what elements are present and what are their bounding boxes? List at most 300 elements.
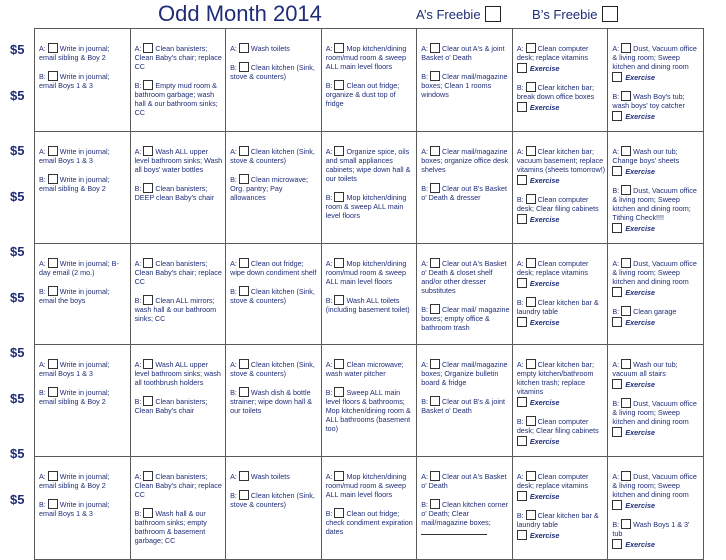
chore-task [135, 508, 224, 545]
exercise-checkbox[interactable] [612, 111, 622, 121]
day-cell [35, 345, 131, 457]
task-owner-label: B: [325, 81, 333, 90]
task-checkbox[interactable] [334, 387, 344, 397]
task-checkbox[interactable] [430, 258, 440, 268]
task-text: Mop kitchen/dining room/mud room & sweep ALL main level floors [325, 44, 407, 71]
task-owner-label: B: [421, 305, 429, 314]
chore-task [39, 174, 128, 193]
exercise-checkbox[interactable] [612, 72, 622, 82]
task-checkbox[interactable] [334, 146, 344, 156]
task-owner-label: B: [39, 388, 46, 397]
chore-task [326, 80, 415, 108]
task-owner-label: A: [516, 259, 524, 268]
task-owner-label: B: [516, 83, 524, 92]
task-checkbox[interactable] [526, 416, 536, 426]
amount-label: $5 [10, 189, 25, 204]
chore-task [326, 146, 415, 183]
task-text: Organize spice, oils and small appliances cabinets; wipe down hall & our toilets [325, 147, 411, 183]
task-checkbox[interactable] [239, 490, 249, 500]
task-checkbox[interactable] [430, 471, 440, 481]
task-owner-label: B: [230, 388, 237, 397]
exercise-label: Exercise [625, 224, 655, 233]
chore-task [230, 258, 319, 277]
task-checkbox[interactable] [621, 471, 631, 481]
day-cell [608, 457, 704, 560]
chore-task [326, 192, 415, 220]
task-text: Clear mail/magazine boxes; Organize bulletin board & fridge [421, 360, 508, 387]
task-owner-label: A: [39, 44, 46, 53]
task-text: Clean computer desk; Clear filing cabinets [516, 195, 599, 213]
task-owner-label: A: [134, 44, 142, 53]
task-text: Mop kitchen/dining room/mud room & sweep ALL main level floors [325, 259, 407, 286]
chore-task [230, 490, 319, 509]
chore-task [517, 43, 606, 73]
task-checkbox[interactable] [239, 62, 249, 72]
task-checkbox[interactable] [334, 80, 344, 90]
task-owner-label: B: [516, 195, 524, 204]
task-checkbox[interactable] [143, 258, 153, 268]
exercise-item [612, 111, 701, 121]
task-owner-label: B: [325, 388, 333, 397]
task-checkbox[interactable] [239, 43, 249, 53]
exercise-label: Exercise [625, 318, 655, 327]
freebie-b-checkbox[interactable] [602, 6, 618, 22]
day-cell [512, 244, 608, 345]
task-checkbox[interactable] [239, 359, 249, 369]
task-checkbox[interactable] [48, 499, 58, 509]
chore-task [612, 258, 701, 297]
task-text: Clean out fridge; organize & dust top of fridge [325, 81, 400, 108]
task-text: Clean computer desk; replace vitamins [516, 259, 589, 277]
task-checkbox[interactable] [143, 295, 153, 305]
exercise-checkbox[interactable] [612, 379, 622, 389]
task-text: Clear kitchen bar; vacuum basement; replace vitamins (sheets tomorrow!) [516, 147, 606, 174]
task-owner-label: A: [325, 360, 333, 369]
task-text: Clean banisters; Clean Baby's chair; replace CC [134, 472, 222, 499]
task-checkbox[interactable] [239, 471, 249, 481]
chore-task [517, 258, 606, 288]
exercise-checkbox[interactable] [612, 317, 622, 327]
week-row [35, 457, 704, 560]
exercise-item [612, 166, 701, 176]
task-text: Write in journal; email sibling & Boy 2 [39, 44, 110, 62]
task-owner-label: A: [230, 259, 237, 268]
freebie-a [416, 6, 501, 23]
exercise-label: Exercise [529, 279, 560, 288]
task-text: Clear mail/magazine boxes; organize office desk shelves [421, 147, 509, 174]
task-owner-label: B: [39, 175, 46, 184]
amount-label: $5 [10, 492, 25, 507]
task-text: Wash hall & our bathroom sinks; empty bathroom & basement garbage; CC [134, 509, 207, 545]
exercise-item [517, 530, 606, 540]
chore-task [135, 43, 224, 71]
exercise-label: Exercise [625, 380, 655, 389]
exercise-checkbox[interactable] [612, 427, 622, 437]
header [0, 0, 726, 28]
task-owner-label: B: [421, 72, 429, 81]
task-text: Clean kitchen (Sink, stove & counters) [230, 491, 315, 509]
task-checkbox[interactable] [334, 359, 344, 369]
task-text: Clean banisters; Clean Baby's chair; replace CC [134, 44, 222, 71]
task-checkbox[interactable] [334, 295, 344, 305]
chore-task [230, 43, 319, 53]
day-cell [226, 457, 322, 560]
task-text: Clean ALL mirrors; wash hall & our bathroom sinks; CC [134, 296, 217, 323]
task-checkbox[interactable] [526, 43, 536, 53]
task-owner-label: B: [134, 397, 142, 406]
exercise-checkbox[interactable] [612, 500, 622, 510]
chore-calendar [34, 28, 704, 560]
chore-task [612, 398, 701, 437]
task-owner-label: A: [39, 472, 46, 481]
task-checkbox[interactable] [621, 359, 631, 369]
exercise-label: Exercise [529, 531, 560, 540]
chore-task [135, 295, 224, 323]
exercise-item [612, 379, 701, 389]
task-checkbox[interactable] [621, 146, 631, 156]
task-text: Mop kitchen/dining room/mud room & sweep ALL main level floors [325, 472, 407, 499]
task-text: Clean kitchen (Sink, stove & counters) [230, 360, 315, 378]
chore-task [39, 471, 128, 490]
task-text: Empty mud room & bathroom garbage; wash hall & our bathroom sinks; CC [134, 81, 218, 117]
amount-column [0, 28, 34, 533]
task-owner-label: B: [134, 184, 142, 193]
task-owner-label: B: [39, 500, 46, 509]
task-checkbox[interactable] [430, 71, 440, 81]
task-text: Clear out B's Basket o' Death & dresser [421, 184, 507, 202]
task-owner-label: A: [134, 472, 142, 481]
chore-task [421, 183, 510, 202]
task-text: Dust, Vacuum office & living room; Sweep kitchen and dining room [612, 399, 697, 426]
exercise-checkbox[interactable] [517, 397, 527, 407]
task-text: Write in journal; email sibling & Boy 2 [39, 175, 110, 193]
task-text: Clean kitchen corner o' Death; Clear mail/magazine boxes; [421, 500, 508, 527]
chore-task [326, 258, 415, 286]
task-owner-label: A: [230, 360, 237, 369]
task-text: Clean computer desk; Clear filing cabinets [516, 417, 599, 435]
exercise-checkbox[interactable] [612, 166, 622, 176]
task-checkbox[interactable] [334, 192, 344, 202]
task-text: Dust, Vacuum office & living room; Sweep kitchen and dining room; Tithing Check!!!! [612, 186, 697, 222]
amount-label: $5 [10, 42, 25, 57]
task-owner-label: A: [134, 259, 142, 268]
task-owner-label: B: [134, 296, 142, 305]
task-text: Dust, Vacuum office & living room; Sweep kitchen and dining room [612, 44, 697, 71]
chore-task [326, 471, 415, 499]
task-checkbox[interactable] [239, 387, 249, 397]
chore-task [421, 258, 510, 295]
exercise-label: Exercise [529, 318, 560, 327]
exercise-checkbox[interactable] [517, 102, 527, 112]
task-checkbox[interactable] [48, 471, 58, 481]
day-cell [512, 29, 608, 132]
task-text: Wash ALL upper level bathroom sinks; wash all toothbrush holders [134, 360, 221, 387]
task-checkbox[interactable] [48, 43, 58, 53]
task-checkbox[interactable] [430, 396, 440, 406]
chore-task [39, 71, 128, 90]
chore-task [39, 43, 128, 62]
day-cell [321, 457, 417, 560]
exercise-label: Exercise [625, 167, 655, 176]
task-owner-label: A: [421, 472, 429, 481]
task-text: Wash our tub; vacuum all stairs [612, 360, 678, 378]
task-owner-label: A: [516, 147, 524, 156]
chore-task [517, 146, 606, 185]
task-checkbox[interactable] [526, 194, 536, 204]
task-owner-label: A: [421, 259, 429, 268]
exercise-label: Exercise [529, 64, 560, 73]
exercise-label: Exercise [529, 437, 560, 446]
exercise-checkbox[interactable] [517, 491, 527, 501]
task-checkbox[interactable] [621, 43, 631, 53]
task-checkbox[interactable] [430, 304, 440, 314]
task-checkbox[interactable] [143, 146, 153, 156]
task-text: Write in journal; email Boys 1 & 3 [39, 147, 110, 165]
task-owner-label: A: [39, 259, 46, 268]
exercise-checkbox[interactable] [612, 287, 622, 297]
task-checkbox[interactable] [143, 80, 153, 90]
task-owner-label: B: [612, 520, 620, 529]
task-checkbox[interactable] [334, 43, 344, 53]
task-owner-label: B: [325, 296, 333, 305]
task-checkbox[interactable] [239, 174, 249, 184]
task-checkbox[interactable] [526, 510, 536, 520]
task-checkbox[interactable] [621, 519, 631, 529]
task-text: Dust, Vacuum office & living room; Sweep kitchen and dining room [612, 259, 697, 286]
exercise-checkbox[interactable] [517, 530, 527, 540]
chore-task [517, 510, 606, 540]
exercise-item [517, 491, 606, 501]
task-checkbox[interactable] [621, 306, 631, 316]
chore-task [612, 359, 701, 389]
task-checkbox[interactable] [526, 471, 536, 481]
day-cell [512, 132, 608, 244]
task-text: Clean computer desk; replace vitamins [516, 472, 589, 490]
chore-task [39, 387, 128, 406]
task-checkbox[interactable] [143, 183, 153, 193]
exercise-item [517, 436, 606, 446]
task-text: Clear kitchen bar & laundry table [516, 511, 599, 529]
exercise-label: Exercise [625, 501, 655, 510]
task-checkbox[interactable] [430, 359, 440, 369]
task-owner-label: A: [516, 360, 524, 369]
chore-task [612, 306, 701, 327]
exercise-checkbox[interactable] [517, 436, 527, 446]
task-text: Dust, Vacuum office & living room; Sweep kitchen and dining room [612, 472, 697, 499]
task-owner-label: A: [612, 44, 620, 53]
exercise-item [612, 500, 701, 510]
task-owner-label: B: [421, 397, 429, 406]
task-owner-label: B: [612, 186, 620, 195]
task-owner-label: A: [325, 259, 333, 268]
chore-task [39, 146, 128, 165]
chore-task [421, 471, 510, 490]
task-text: Write in journal; email Boys 1 & 3 [39, 360, 110, 378]
task-text: Write in journal; email sibling & Boy 2 [39, 472, 110, 490]
task-owner-label: B: [134, 81, 142, 90]
exercise-label: Exercise [625, 112, 655, 121]
day-cell [512, 345, 608, 457]
task-text: Wash ALL upper level bathroom sinks; Wash all boys' water bottles [134, 147, 223, 174]
task-owner-label: A: [612, 472, 620, 481]
day-cell [35, 244, 131, 345]
task-checkbox[interactable] [239, 146, 249, 156]
chore-task [135, 80, 224, 117]
day-cell [608, 244, 704, 345]
task-owner-label: A: [134, 360, 142, 369]
task-checkbox[interactable] [143, 396, 153, 406]
exercise-item [517, 63, 606, 73]
chore-task [517, 471, 606, 501]
week-row [35, 29, 704, 132]
task-checkbox[interactable] [526, 82, 536, 92]
freebie-a-label: A’s Freebie [416, 7, 481, 22]
week-row [35, 132, 704, 244]
task-owner-label: A: [134, 147, 142, 156]
task-text: Clear kitchen bar; empty kitchen/bathroom kitchen trash; replace vitamins [516, 360, 594, 396]
chore-task [230, 286, 319, 305]
chore-task [135, 359, 224, 387]
task-checkbox[interactable] [430, 499, 440, 509]
chore-task [421, 396, 510, 415]
chore-task [421, 359, 510, 387]
day-cell [130, 457, 226, 560]
task-owner-label: B: [39, 72, 46, 81]
chore-task [517, 297, 606, 327]
exercise-item [612, 317, 701, 327]
chore-task [612, 146, 701, 176]
task-checkbox[interactable] [48, 387, 58, 397]
day-cell [608, 132, 704, 244]
task-checkbox[interactable] [430, 43, 440, 53]
task-checkbox[interactable] [526, 359, 536, 369]
amount-label: $5 [10, 143, 25, 158]
exercise-item [612, 427, 701, 437]
task-checkbox[interactable] [143, 359, 153, 369]
task-owner-label: A: [516, 472, 524, 481]
task-text: Clean out fridge; check condiment expiration dates [325, 509, 413, 536]
task-checkbox[interactable] [430, 146, 440, 156]
task-checkbox[interactable] [143, 508, 153, 518]
task-text: Clean banisters; DEEP clean Baby's chair [134, 184, 215, 202]
task-text: Write in journal; email the boys [39, 287, 110, 305]
task-text: Clear kitchen bar; break down office boxes [516, 83, 595, 101]
task-text: Clean out fridge; wipe down condiment shelf [230, 259, 317, 277]
exercise-label: Exercise [625, 540, 655, 549]
task-checkbox[interactable] [48, 174, 58, 184]
chore-task [612, 519, 701, 549]
task-text: Wash Boys 1 & 3' tub [612, 520, 690, 538]
task-checkbox[interactable] [143, 471, 153, 481]
task-checkbox[interactable] [334, 508, 344, 518]
day-cell [226, 132, 322, 244]
freebie-b-label: B’s Freebie [532, 7, 598, 22]
task-checkbox[interactable] [239, 258, 249, 268]
exercise-checkbox[interactable] [517, 317, 527, 327]
task-checkbox[interactable] [621, 258, 631, 268]
amount-label: $5 [10, 244, 25, 259]
exercise-checkbox[interactable] [517, 63, 527, 73]
task-checkbox[interactable] [48, 286, 58, 296]
task-checkbox[interactable] [334, 258, 344, 268]
day-cell [321, 345, 417, 457]
task-owner-label: A: [230, 472, 237, 481]
task-owner-label: B: [230, 63, 237, 72]
task-text: Sweep ALL main level floors & bathrooms; Mop kitchen/dining room & ALL bathrooms (basement too) [325, 388, 411, 433]
chore-task [421, 499, 510, 535]
task-text: Write in journal; email Boys 1 & 3 [39, 72, 110, 90]
task-text: Clean kitchen (Sink, stove & counters) [230, 287, 315, 305]
task-owner-label: B: [612, 399, 620, 408]
task-text: Clear mail/magazine boxes; Clean 1 rooms windows [421, 72, 508, 99]
week-row [35, 244, 704, 345]
task-checkbox[interactable] [48, 359, 58, 369]
chore-task [39, 499, 128, 518]
exercise-item [612, 223, 701, 233]
task-checkbox[interactable] [621, 398, 631, 408]
task-checkbox[interactable] [526, 146, 536, 156]
task-text: Wash ALL toilets (including basement toilet) [325, 296, 410, 314]
task-checkbox[interactable] [48, 71, 58, 81]
exercise-checkbox[interactable] [517, 278, 527, 288]
task-text: Clear out A's Basket o' Death & closet shelf and/or other dresser substitutes [421, 259, 507, 295]
task-text: Clean banisters; Clean Baby's chair [134, 397, 208, 415]
chore-task [517, 82, 606, 112]
day-cell [226, 29, 322, 132]
task-owner-label: B: [134, 509, 142, 518]
task-text: Clean computer desk; replace vitamins [516, 44, 589, 62]
task-checkbox[interactable] [334, 471, 344, 481]
task-checkbox[interactable] [48, 146, 58, 156]
exercise-checkbox[interactable] [517, 214, 527, 224]
task-checkbox[interactable] [239, 286, 249, 296]
task-text: Wash Boy's tub; wash boys' toy catcher [612, 92, 685, 110]
chore-task [230, 471, 319, 481]
task-checkbox[interactable] [430, 183, 440, 193]
task-text: Mop kitchen/dining room & sweep ALL main level floors [325, 193, 407, 220]
exercise-label: Exercise [529, 176, 560, 185]
chore-task [39, 286, 128, 305]
task-checkbox[interactable] [621, 91, 631, 101]
task-checkbox[interactable] [143, 43, 153, 53]
task-text: Clear mail/ magazine boxes; empty office & bathroom trash [421, 305, 510, 332]
exercise-label: Exercise [625, 288, 655, 297]
task-text: Clean kitchen (Sink, stove & counters) [230, 63, 315, 81]
write-in-line[interactable] [421, 534, 487, 535]
exercise-item [517, 278, 606, 288]
freebie-a-checkbox[interactable] [485, 6, 501, 22]
day-cell [417, 345, 513, 457]
task-text: Clear out A's Basket o' Death [421, 472, 507, 490]
chore-task [517, 194, 606, 224]
exercise-checkbox[interactable] [517, 175, 527, 185]
exercise-label: Exercise [529, 398, 560, 407]
task-text: Write in journal; email Boys 1 & 3 [39, 500, 110, 518]
day-cell [608, 29, 704, 132]
task-checkbox[interactable] [526, 297, 536, 307]
day-cell [512, 457, 608, 560]
exercise-checkbox[interactable] [612, 223, 622, 233]
task-owner-label: B: [421, 500, 429, 509]
task-checkbox[interactable] [621, 185, 631, 195]
task-text: Write in journal; B-day email (2 mo.) [39, 259, 119, 277]
task-owner-label: A: [516, 44, 524, 53]
task-checkbox[interactable] [48, 258, 58, 268]
task-owner-label: A: [612, 360, 620, 369]
task-owner-label: A: [612, 259, 620, 268]
amount-label: $5 [10, 345, 25, 360]
task-checkbox[interactable] [526, 258, 536, 268]
